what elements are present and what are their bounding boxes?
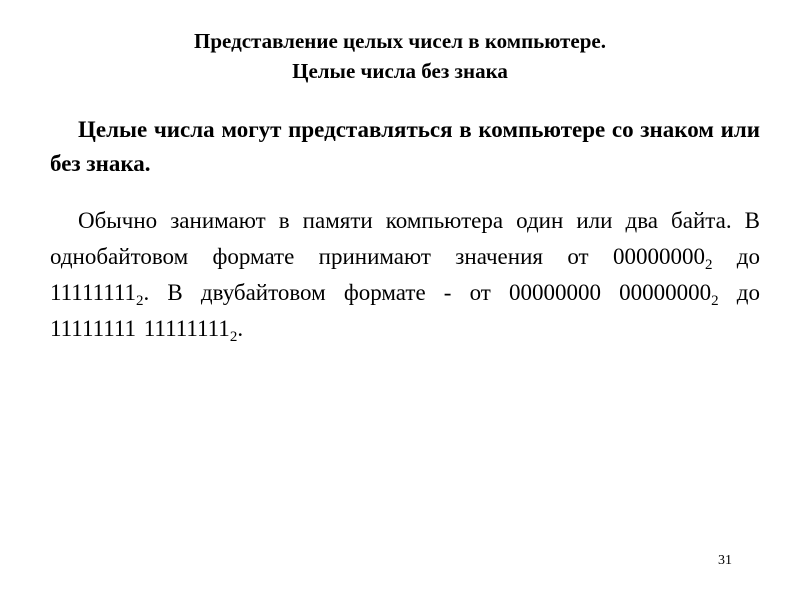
slide-title [0,26,800,86]
p2-text-5: . [237,316,244,341]
paragraph-2 [50,203,760,347]
paragraph-1: Целые числа могут представляться в компьютере со знаком или без знака. [50,117,760,176]
page-number: 31 [718,553,732,568]
title-line-1: Представление целых чисел в компьютере. [194,29,606,53]
base-subscript: 2 [136,293,144,309]
p2-text-3: . В двубайтовом формате - от [143,280,509,305]
binary-value-max-byte: 11111111 [50,280,137,305]
base-subscript: 2 [704,257,713,273]
p2-text-1: Обычно занимают в памяти компьютера один или два байта. В однобайтовом формате принимают значения от [50,208,760,269]
base-subscript: 2 [229,329,238,345]
binary-value-min-word: 00000000 00000000 [509,280,712,305]
base-subscript: 2 [711,293,719,309]
title-line-2: Целые числа без знака [292,59,508,83]
binary-value-max-word: 11111111 11111111 [50,316,230,341]
binary-value-min-byte: 00000000 [612,244,705,269]
p2-text-2: до [712,244,760,269]
p2-text-4: до [718,280,761,305]
